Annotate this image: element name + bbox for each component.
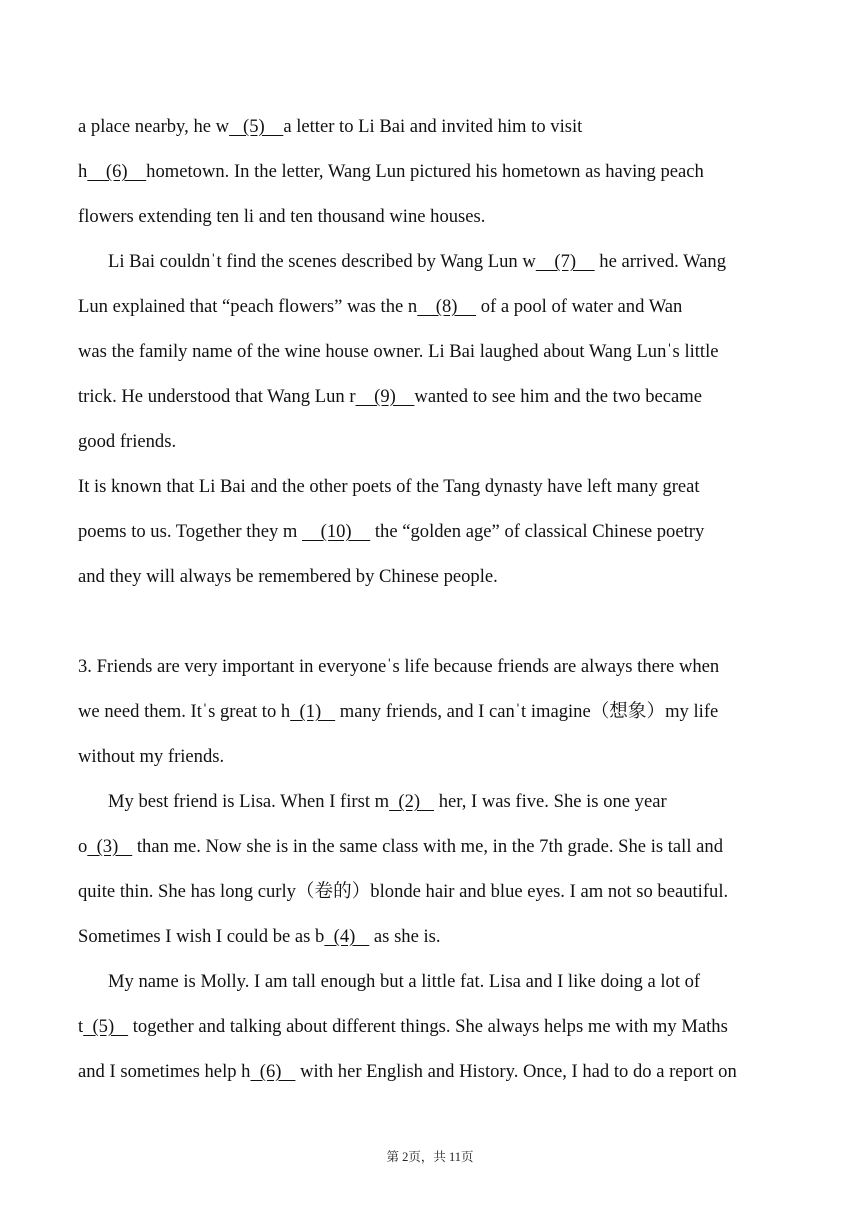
text-segment: many friends, and I canˈt imagine（想象）my life — [335, 701, 719, 722]
text-segment: the “golden age” of classical Chinese poetry — [370, 521, 705, 542]
text-line — [78, 554, 786, 599]
text-segment: hometown. In the letter, Wang Lun pictured his hometown as having peach — [146, 161, 704, 182]
fill-in-blank: (1) — [290, 701, 336, 722]
text-segment: than me. Now she is in the same class with me, in the 7th grade. She is tall and — [132, 836, 723, 857]
text-line — [78, 644, 786, 689]
text-line — [78, 689, 786, 734]
text-segment: was the family name of the wine house owner. Li Bai laughed about Wang Lunˈs little — [78, 341, 719, 362]
text-segment: a place nearby, he w — [78, 116, 230, 137]
text-line — [78, 284, 786, 329]
text-line — [78, 329, 786, 374]
paragraph-gap — [78, 599, 786, 644]
text-segment: we need them. Itˈs great to h — [78, 701, 291, 722]
text-segment: flowers extending ten li and ten thousand wine houses. — [78, 206, 486, 227]
fill-in-blank: (10) — [302, 521, 371, 542]
text-segment: together and talking about different things. She always helps me with my Maths — [128, 1016, 728, 1037]
text-segment: My name is Molly. I am tall enough but a little fat. Lisa and I like doing a lot of — [108, 971, 701, 992]
text-segment: and I sometimes help h — [78, 1061, 251, 1082]
fill-in-blank: (8) — [417, 296, 477, 317]
fill-in-blank: (5) — [229, 116, 284, 137]
text-segment: 3. Friends are very important in everyoneˈs life because friends are always there when — [78, 656, 720, 677]
text-line — [78, 149, 786, 194]
text-segment: It is known that Li Bai and the other poets of the Tang dynasty have left many great — [78, 476, 700, 497]
text-segment: quite thin. She has long curly（卷的）blonde hair and blue eyes. I am not so beautiful. — [78, 881, 729, 902]
text-segment: Sometimes I wish I could be as b — [78, 926, 325, 947]
text-segment: t — [78, 1016, 84, 1037]
text-segment: with her English and History. Once, I had to do a report on — [295, 1061, 737, 1082]
text-line — [78, 824, 786, 869]
text-segment: good friends. — [78, 431, 177, 452]
text-segment: he arrived. Wang — [594, 251, 727, 272]
text-segment: and they will always be remembered by Chinese people. — [78, 566, 498, 587]
fill-in-blank: (6) — [250, 1061, 296, 1082]
document-body — [78, 104, 786, 1094]
text-segment: Lun explained that “peach flowers” was the n — [78, 296, 418, 317]
text-segment: o — [78, 836, 88, 857]
fill-in-blank: (2) — [389, 791, 435, 812]
text-segment: a letter to Li Bai and invited him to visit — [283, 116, 583, 137]
page-footer: 第 2页，共 11页 — [386, 1150, 474, 1164]
text-segment: h — [78, 161, 88, 182]
text-line — [78, 869, 786, 914]
text-segment: trick. He understood that Wang Lun r — [78, 386, 356, 407]
text-line — [78, 734, 786, 779]
text-segment: as she is. — [369, 926, 441, 947]
text-line — [78, 464, 786, 509]
text-line — [78, 779, 786, 824]
fill-in-blank: (6) — [87, 161, 147, 182]
fill-in-blank: (3) — [87, 836, 133, 857]
text-line — [78, 1049, 786, 1094]
text-segment: poems to us. Together they m — [78, 521, 303, 542]
text-segment: My best friend is Lisa. When I first m — [108, 791, 390, 812]
text-line — [78, 509, 786, 554]
text-line — [78, 1004, 786, 1049]
text-line — [78, 914, 786, 959]
fill-in-blank: (4) — [324, 926, 370, 947]
text-line — [78, 194, 786, 239]
text-segment: Li Bai couldnˈt find the scenes described by Wang Lun w — [108, 251, 536, 272]
fill-in-blank: (7) — [535, 251, 595, 272]
text-segment: without my friends. — [78, 746, 225, 767]
text-line — [78, 239, 786, 284]
text-line — [78, 419, 786, 464]
text-line — [78, 959, 786, 1004]
text-line — [78, 374, 786, 419]
text-segment: wanted to see him and the two became — [414, 386, 702, 407]
fill-in-blank: (5) — [83, 1016, 129, 1037]
text-segment: her, I was five. She is one year — [434, 791, 667, 812]
fill-in-blank: (9) — [355, 386, 415, 407]
text-line — [78, 104, 786, 149]
text-segment: of a pool of water and Wan — [476, 296, 683, 317]
